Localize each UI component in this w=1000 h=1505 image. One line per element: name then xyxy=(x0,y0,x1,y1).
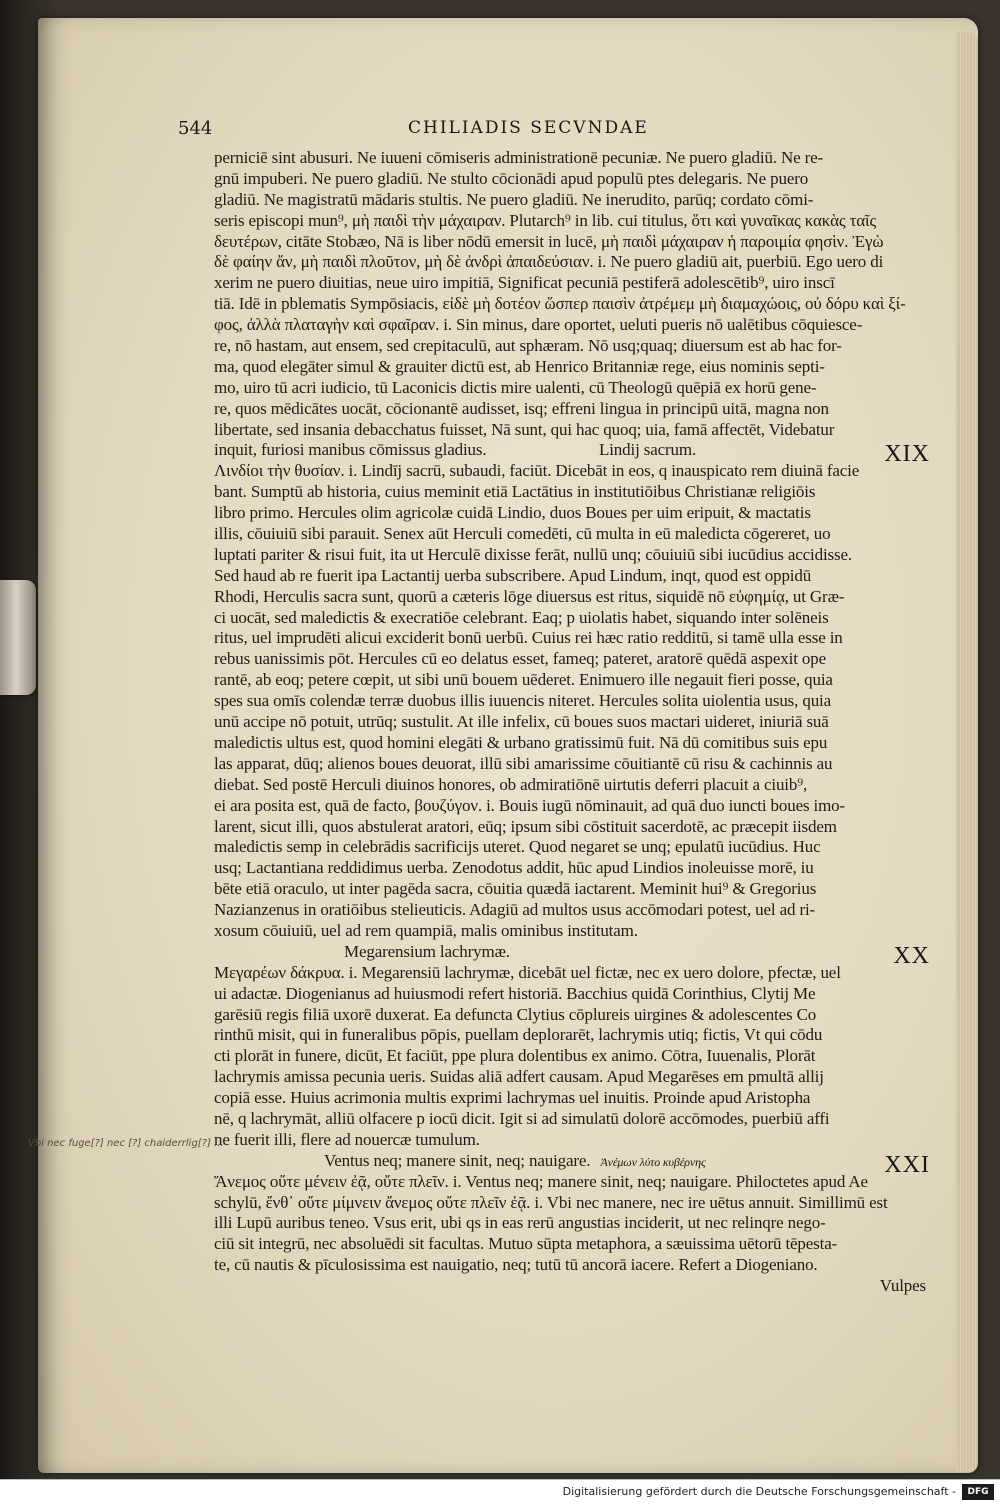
dfg-logo: DFG xyxy=(962,1484,994,1500)
text-line: bant. Sumptū ab historia, cuius meminit etiā Lactātius in institutiōibus Christianæ religiōis xyxy=(214,482,816,502)
catchword: Vulpes xyxy=(879,1276,926,1296)
text-line: usq; Lactantiana reddidimus uerba. Zenodotus addit, hūc apud Lindios inoleuisse morē, iu xyxy=(214,858,814,878)
text-line: cti plorāt in funere, dicūt, Et faciūt, ppe plura dolentibus ex animo. Cōtra, Iuuenalis, Plorāt xyxy=(214,1046,816,1066)
page-header xyxy=(178,118,900,142)
text-line: schylū, ἔνθ᾽ οὔτε μίμνειν ἄνεμος οὔτε πλεῖν ἐᾷ. i. Vbi nec manere, nec ire uētus annuit. Simillimū est xyxy=(214,1192,888,1212)
text-line: garēsiū regis filiā uxorē duxerat. Ea defuncta Clytius cōplureis uirgines & adolescentes Co xyxy=(214,1004,817,1024)
text-line: re, nō hastam, aut ensem, sed crepitaculū, aut sphæram. Nō usq;quaq; diuersum est ab hac for- xyxy=(214,336,842,356)
page-clip xyxy=(0,580,36,695)
text-line: nē, q lachrymāt, alliū olfacere p iocū dicit. Igit si ad simulatū dolorē accōmodes, puerbiū affi xyxy=(214,1108,830,1128)
text-line: las apparat, dūq; alienos boues deuorat, illū sibi amarissime cōuitiantē cū risu & cachinnis au xyxy=(214,753,833,773)
title-line-21 xyxy=(214,1151,930,1172)
text-line: illi Lupū auribus teneo. Vsus erit, ubi qs in eas rerū angustias inciderit, ut nec relinqre nego- xyxy=(214,1213,826,1233)
text-line: maledictis ultus est, quod homini elegāti & urbano gratissimū fuit. Nā dū comitibus suis epu xyxy=(214,732,828,752)
text-line: xerim ne puero diuitias, neue uiro impitiā, Significat pecuniā pestiferā adolescētib⁹, uiro inscī xyxy=(214,273,835,293)
adage-gloss-21: Ἀνέμων λύτο κυβέρνης xyxy=(600,1154,706,1169)
adage-number-20: XX xyxy=(893,942,930,963)
text-line: δὲ φαίην ἄν, μὴ παιδὶ πλοῦτον, μὴ δὲ ἀνδρὶ ἀπαιδεύσιαν. i. Ne puero gladiū ait, puerbiū. Ego uero di xyxy=(214,252,884,272)
text-line: δευτέρων, citāte Stobæo, Nā is liber nōdū emersit in lucē, μὴ παιδὶ μάχαιραν ἡ παροιμία φησὶν. Ἐγὼ xyxy=(214,231,884,251)
text-line: Rhodi, Herculis sacra sunt, quorū a cæteris lōge diuersus est ritus, siquidē nō εὐφημίᾳ, ut Græ- xyxy=(214,586,845,606)
text-line: seris episcopi mun⁹, μὴ παιδὶ τὴν μάχαιραν. Plutarch⁹ in lib. cui titulus, ὅτι καὶ γυναῖκας κακὰς ταῖς xyxy=(214,210,877,230)
text-line: re, quos mēdicātes uocāt, cōcionantē audisset, isq; effreni lingua in principū uitā, magna non xyxy=(214,398,829,418)
text-line: lachrymis amissa pecunia ueris. Suidas aliā adfert causam. Apud Megarēses em pmultā allij xyxy=(214,1067,824,1087)
text-line: inquit, furiosi manibus cōmissus gladius. xyxy=(214,440,487,460)
text-line: ritus, uel imprudēti alicui exciderit bonū uerbū. Cuius rei hæc ratio redditū, si tamē ulla esse in xyxy=(214,628,843,648)
text-line: Nazianzenus in oratiōibus stelieuticis. Adagiū ad multos usus accōmodari potest, uel ad ri- xyxy=(214,900,816,920)
text-line: Μεγαρέων δάκρυα. i. Megarensiū lachrymæ, dicebāt uel fictæ, nec ex uero dolore, pfectæ, uel xyxy=(214,962,841,982)
adage-number-21: XXI xyxy=(884,1151,930,1172)
adage-title-19: Lindij sacrum. xyxy=(599,440,697,460)
text-line: Sed haud ab re fuerit ipa Lactantij uerba subscribere. Apud Lindum, inqt, quod est oppidū xyxy=(214,565,812,585)
text-line-with-title xyxy=(214,440,930,461)
folio-number: 544 xyxy=(178,118,213,139)
text-line: Λινδίοι τὴν θυσίαν. i. Lindīj sacrū, subaudi, faciūt. Dicebāt in eos, q inauspicato rem diuinā facie xyxy=(214,461,860,481)
page-edges xyxy=(956,32,978,1472)
text-line: libertate, sed insania debacchatus fuisset, Nā sunt, qui hac quoq; uia, famā affectēt, Videbatur xyxy=(214,419,835,439)
text-line: ci uocāt, sed maledictis & execratiōe celebrant. Eaq; p uiolatis habet, siquando inter solēneis xyxy=(214,607,829,627)
text-line: copiā esse. Huius acrimonia multis exprimi lachrymas uel inuitis. Proinde apud Aristopha xyxy=(214,1088,811,1108)
text-line: ciū sit integrū, nec absoluēdi sit facultas. Mutuo sūpta metaphora, a sæuissima uētorū tēpesta- xyxy=(214,1234,838,1254)
text-line: ne fuerit illi, flere ad nouercæ tumulum. xyxy=(214,1129,480,1149)
text-line: ui adactæ. Diogenianus ad huiusmodi refert historiā. Bacchius quidā Corinthius, Clytij Me xyxy=(214,983,816,1003)
text-line: libro primo. Hercules olim agricolæ cuidā Lindio, duos Boues per uim eripuit, & mactatis xyxy=(214,503,811,523)
text-line: φος, ἀλλὰ πλαταγὴν καὶ σφαῖραν. i. Sin minus, dare oportet, ueluti pueris nō ualētibus cōquiesce- xyxy=(214,315,863,335)
text-line: luptati pariter & risui fuit, ita ut Herculē dixisse ferāt, nullū unq; cōuiuiū sibi iucūdius accidisse. xyxy=(214,544,852,564)
running-head: CHILIADIS SECVNDAE xyxy=(408,118,649,138)
text-line: gnū impuberi. Ne puero gladiū. Ne stulto cōcionādi apud populū ptes delegaris. Ne puero xyxy=(214,168,809,188)
text-line: spes sua omīs colendæ terræ duobus illis iuuencis niteret. Hercules solita uiolentia usus, quia xyxy=(214,691,832,711)
handwritten-margin-note: Vbi nec fuge[?] nec [?] chaiderrlig[?] ... xyxy=(28,1138,224,1149)
text-line: rinthū misit, qui in funeralibus pōpis, puellam deplorarēt, lachrymis utiq; fictis, Vt qui cōdu xyxy=(214,1025,823,1045)
text-line: tiā. Idē in pblematis Sympōsiacis, εἰδὲ μὴ δοτέον ὥσπερ παισὶν ἀτρέμεμ μὴ διαμαχώοις, οὐ δόρυ καὶ ξί- xyxy=(214,294,906,314)
main-text xyxy=(214,148,930,1297)
text-line: xosum cōuiuiū, uel ad rem quampiā, malis ominibus institutam. xyxy=(214,920,638,940)
funding-notice: Digitalisierung gefördert durch die Deutsche Forschungsgemeinschaft - xyxy=(562,1485,956,1498)
adage-title-20: Megarensium lachrymæ. xyxy=(344,941,510,961)
adage-number-19: XIX xyxy=(884,441,930,462)
text-line: ma, quod elegāter simul & grauiter dictū est, ab Henrico Britanniæ rege, eius nominis septi- xyxy=(214,356,825,376)
title-line-20 xyxy=(214,942,930,963)
text-line: maledictis semp in celebrādis sacrificijs uteret. Quod negaret se unq; epulatū iucūdius. Huc xyxy=(214,837,821,857)
text-line: te, cū nautis & pīculosissima est nauigatio, neq; tutū tū ancorā iacere. Refert a Diogeniano. xyxy=(214,1255,818,1275)
text-line: unū accipe nō potuit, utrūq; sustulit. At ille infelix, cū boues suos mactari uideret, iniuriā suā xyxy=(214,712,829,732)
text-line: illis, cōuiuiū sibi parauit. Senex aūt Herculi comedēti, cū multa in eū maledicta cōgereret, uo xyxy=(214,524,831,544)
text-line: diebat. Sed postē Herculi diuinos honores, ob admiratiōnē uirtutis deferri placuit a ciuib⁹, xyxy=(214,774,808,794)
text-line: bēte etiā oraculo, ut inter pagēda sacra, cōuitia quædā iactarent. Meminit hui⁹ & Gregorius xyxy=(214,879,817,899)
text-line: perniciē sint abusuri. Ne iuueni cōmiseris administrationē pecuniæ. Ne puero gladiū. Ne re- xyxy=(214,148,824,167)
footer-bar xyxy=(0,1479,1000,1505)
text-line: ei ara posita est, quā de facto, βουζύγον. i. Bouis iugū nōminauit, ad quā duo iuncti boues imo- xyxy=(214,795,846,815)
text-line: larent, sicut illi, quos abstulerat aratori, eūq; ipsum sibi cōstituit sacerdotē, ac præcepit iisdem xyxy=(214,816,837,836)
bleed-through-text xyxy=(310,1295,830,1325)
text-line: gladiū. Ne magistratū mādaris stultis. Ne puero gladiū. Ne inerudito, parūq; cordato cōmi- xyxy=(214,189,814,209)
text-line: rebus uanissimis pōt. Hercules cū eo delatus esset, fameq; pateret, aratorē quēdā aspexit ope xyxy=(214,649,826,669)
text-line: Ἄνεμος οὔτε μένειν ἐᾷ, οὔτε πλεῖν. i. Ventus neq; manere sinit, neq; nauigare. Philoctetes apud Ae xyxy=(214,1171,868,1191)
text-line: mo, uiro tū acri iudicio, tū Laconicis dictis mire ualenti, cū Theologū quēpiā ex horū gene- xyxy=(214,377,817,397)
text-line: rantē, ab eoq; petere cœpit, ut sibi unū bouem uēderet. Enimuero ille negauit fieri posse, quia xyxy=(214,670,833,690)
adage-title-21: Ventus neq; manere sinit, neq; nauigare. xyxy=(324,1150,591,1170)
